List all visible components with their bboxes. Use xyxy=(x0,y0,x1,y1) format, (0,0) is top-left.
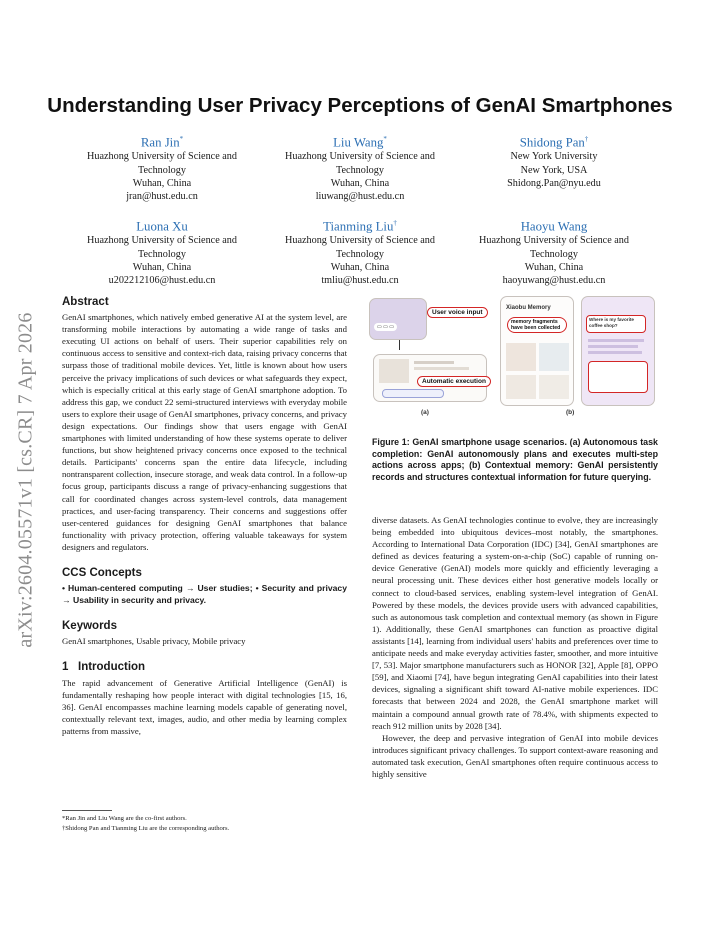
ccs-text: • Human-centered computing → User studies; • Security and privacy → Usability in security and privacy. xyxy=(62,583,347,606)
author-name[interactable]: Shidong Pan xyxy=(519,135,585,150)
author-name[interactable]: Liu Wang xyxy=(333,135,384,150)
tag-automatic-execution: Automatic execution xyxy=(417,376,491,387)
section-title: Introduction xyxy=(78,661,146,674)
text-line-placeholder xyxy=(588,351,642,354)
author-affiliation: Huazhong University of Science and Technology xyxy=(285,235,435,260)
tag-voice-input: User voice input xyxy=(427,307,488,318)
author-name[interactable]: Haoyu Wang xyxy=(520,219,588,234)
intro-paragraph-privacy: However, the deep and pervasive integration of GenAI into mobile devices introduces significant privacy challenges. To support context-aware reasoning and automated task execution, GenAI smartphones often require continuous access to highly sensitive xyxy=(372,732,658,779)
author-name[interactable]: Luona Xu xyxy=(136,219,188,234)
footnote-rule xyxy=(62,810,112,811)
arxiv-identifier xyxy=(6,260,46,700)
author-mark: * xyxy=(179,135,184,143)
author-block xyxy=(264,216,456,288)
footnote-corresponding: †Shidong Pan and Tianming Liu are the corresponding authors. xyxy=(62,824,230,832)
sublabel-b: (b) xyxy=(566,409,575,416)
author-city: Wuhan, China xyxy=(330,178,390,190)
text-line-placeholder xyxy=(414,361,454,364)
memory-card xyxy=(539,343,569,371)
text-line-placeholder xyxy=(588,345,638,348)
author-email[interactable]: u202212106@hust.edu.cn xyxy=(108,275,216,287)
author-affiliation: Huazhong University of Science and Technology xyxy=(87,151,237,176)
author-block xyxy=(66,216,258,288)
footnotes xyxy=(62,814,347,833)
author-mark: † xyxy=(393,219,397,227)
abstract-heading: Abstract xyxy=(62,296,109,308)
author-name[interactable]: Ran Jin xyxy=(140,135,180,150)
app-thumbnail xyxy=(379,359,409,383)
intro-paragraph-continued: diverse datasets. As GenAI technologies continue to evolve, they are increasingly being embedded into ubiquitous devices–most notably, the smartphones. According to International Data Corporation (IDC) [34], GenAI smartphones are defined as devices featuring a system-on-a-chip (SoC) capable of running on-device Generative (GenAI) models more quickly and efficiently leveraging a neural processing unit. These devices either host generative models locally or connect to cloud-based services, enabling system-level integration of GenAI. Powered by these models, the devices provide users with advanced capabilities, such as autonomous task completion and contextual memory (as shown in Figure 1). Additionally, these GenAI smartphones can function as proactive digital assistants [14], learning from individual users' habits and preferences over time to anticipate needs and make everyday activities faster, smoother, and more intuitive [7, 53]. Major smartphone manufacturers such as HONOR [32], Apple [8], OPPO [59], and Xiaomi [74], have begun integrating GenAI capabilities into their latest devices, signaling a significant shift toward AI-native mobile experiences. IDC forecasts that between 2024 and 2028, the GenAI smartphone market will maintain a compound annual growth rate of 78.4%, with shipments expected to reach 912 million units by 2028 [34]. xyxy=(372,515,658,731)
voice-input-bar: ▭ ▭ ▭ xyxy=(374,323,397,331)
author-block xyxy=(458,216,650,288)
author-block xyxy=(458,132,650,190)
sublabel-a: (a) xyxy=(421,409,429,416)
ccs-heading: CCS Concepts xyxy=(62,566,142,579)
keywords-heading: Keywords xyxy=(62,620,117,633)
flow-arrow xyxy=(399,340,400,350)
author-name[interactable]: Tianming Liu xyxy=(323,219,394,234)
introduction-heading xyxy=(62,661,347,673)
memory-app-title: Xiaobu Memory xyxy=(506,305,551,311)
author-mark: * xyxy=(383,135,387,143)
author-email[interactable]: jran@hust.edu.cn xyxy=(126,191,198,203)
tag-memory-fragments: memory fragments have been collected xyxy=(507,317,567,333)
memory-card xyxy=(539,375,569,399)
left-column xyxy=(62,296,347,737)
memory-card xyxy=(506,375,536,399)
author-email[interactable]: Shidong.Pan@nyu.edu xyxy=(507,178,601,190)
caption-label: Figure 1: xyxy=(372,437,410,447)
author-block xyxy=(66,132,258,204)
author-block xyxy=(264,132,456,204)
keywords-text: GenAI smartphones, Usable privacy, Mobile privacy xyxy=(62,636,246,647)
section-number: 1 xyxy=(62,661,69,674)
figure-1 xyxy=(369,292,660,418)
memory-card xyxy=(506,343,536,371)
phone-screen-chat xyxy=(581,296,655,406)
figure-caption xyxy=(372,437,658,483)
paper-title: Understanding User Privacy Perceptions of GenAI Smartphones xyxy=(47,94,673,117)
author-city: Wuhan, China xyxy=(132,262,192,274)
author-email[interactable]: haoyuwang@hust.edu.cn xyxy=(502,275,606,287)
caption-text: GenAI smartphone usage scenarios. (a) Autonomous task completion: GenAI autonomously plans and executes multi-step actions across apps; (b) Contextual memory: GenAI persistently records and structures contextual information for future querying. xyxy=(372,437,658,482)
author-city: Wuhan, China xyxy=(132,178,192,190)
author-city: New York, USA xyxy=(520,164,588,176)
author-affiliation: Huazhong University of Science and Technology xyxy=(285,151,435,176)
author-email[interactable]: liuwang@hust.edu.cn xyxy=(315,191,405,203)
author-city: Wuhan, China xyxy=(524,262,584,274)
author-email[interactable]: tmliu@hust.edu.cn xyxy=(321,275,399,287)
author-affiliation: Huazhong University of Science and Technology xyxy=(87,235,237,260)
intro-paragraph: The rapid advancement of Generative Artificial Intelligence (GenAI) is fundamentally reshaping how people interact with digital technologies [15, 16, 36]. GenAI encompasses machine learning models capable of generating novel, contextually relevant text, images, audio, and other media by learning complex patterns from massive, xyxy=(62,677,347,736)
memory-answer-card xyxy=(588,361,648,393)
text-line-placeholder xyxy=(588,339,644,342)
abstract-text: GenAI smartphones, which natively embed generative AI at the system level, are transforming mobile interactions by automating a wide range of tasks and executing UI actions on behalf of users. Their superior capabilities rely on continuous access to sensitive and context-rich data, raising privacy concerns that surpass those of traditional mobile devices. Yet, little is known about how users perceive the privacy implications of such devices or what safeguards they expect, which is especially critical at this early stage of GenAI smartphone adoption. To address this gap, we conduct 22 semi-structured interviews with everyday mobile users to explore their usage of GenAI smartphones, privacy concerns, and privacy design expectations. Our findings show that users engage with GenAI smartphones with limited understanding of how these systems operate to deliver functions, but show heightened privacy concerns once exposed to the technical details. Participants' concerns span the entire data lifecycle, including nontransparent collection, insecure storage, and weak data control. In a follow-up focus group, participants discuss a range of privacy-enhancing suggestions that call for coordinated changes across system-level controls, data management practices, and user-facing transparency. Their concerns and suggestions offer user-centered guidances for designing GenAI smartphones that balance functionality with privacy protection, offering valuable takeaways for system designers and regulators. xyxy=(62,312,347,552)
phone-screen-voice xyxy=(369,298,427,340)
footnote-cofirst: *Ran Jin and Liu Wang are the co-first authors. xyxy=(62,815,187,822)
author-affiliation: Huazhong University of Science and Technology xyxy=(479,235,629,260)
chat-question: Where is my favorite coffee shop? xyxy=(589,317,634,328)
author-mark: † xyxy=(584,135,589,143)
text-line-placeholder xyxy=(414,367,469,370)
author-city: Wuhan, China xyxy=(330,262,390,274)
phone-screen-memory xyxy=(500,296,574,406)
right-column xyxy=(372,514,658,780)
arxiv-identifier-text: arXiv:2604.05571v1 [cs.CR] 7 Apr 2026 xyxy=(14,312,37,648)
progress-pill xyxy=(382,389,444,398)
author-affiliation: New York University xyxy=(510,151,598,163)
